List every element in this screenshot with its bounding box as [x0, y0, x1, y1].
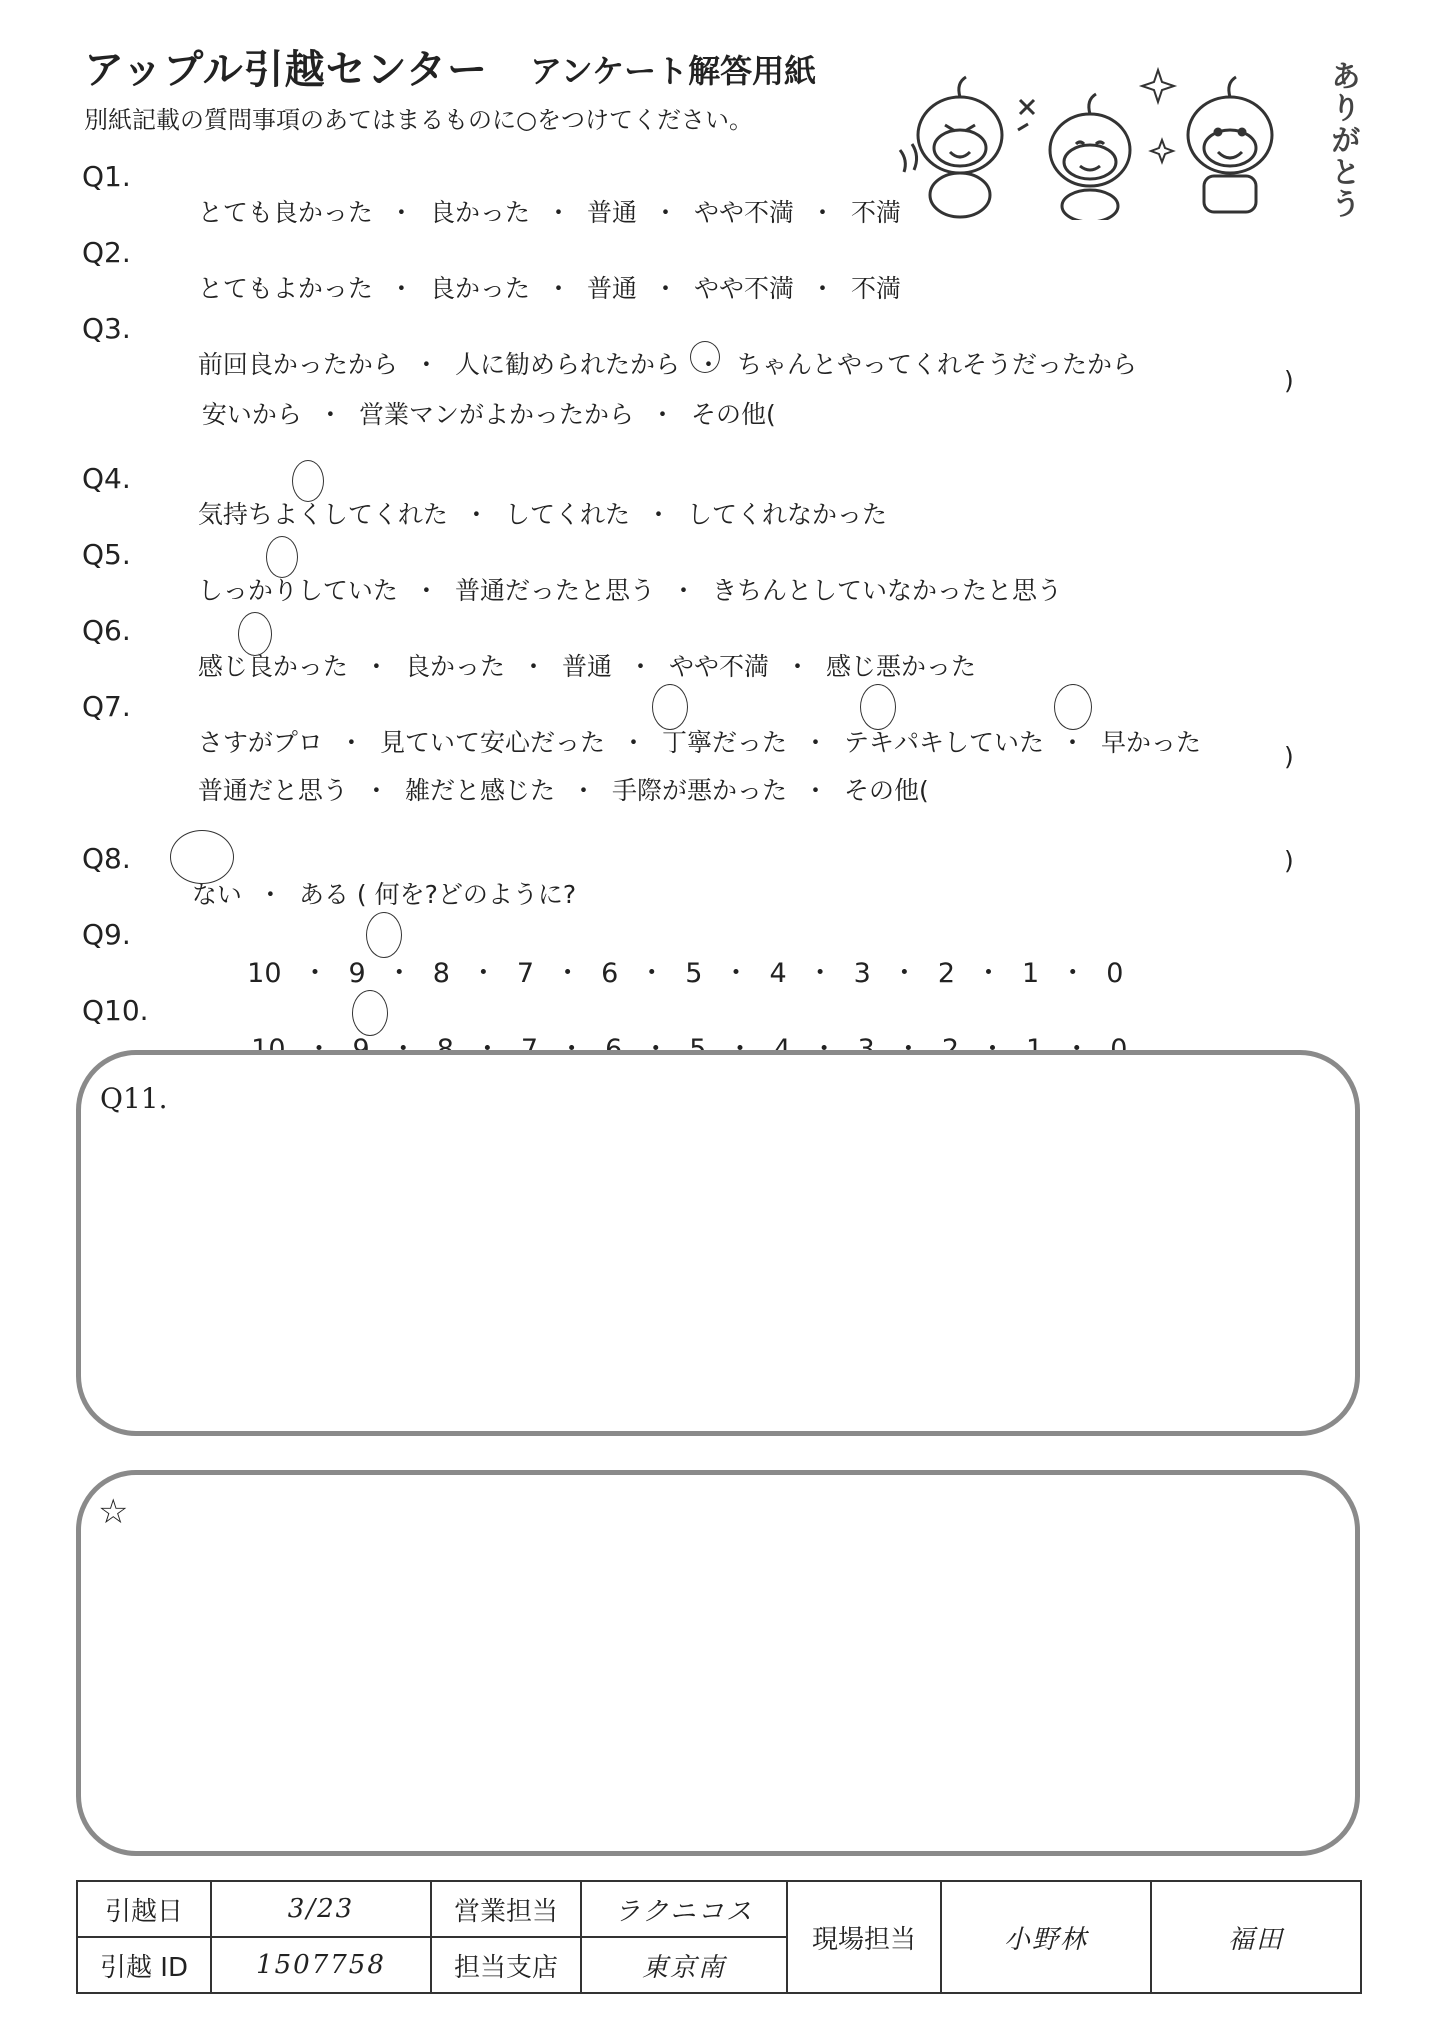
question-options-q3-line2: 安いから ・ 営業マンがよかったから ・ その他(	[186, 366, 776, 431]
question-options-q5: しっかりしていた ・ 普通だったと思う ・ きちんとしていなかったと思う	[182, 542, 1062, 607]
q11-label: Q11.	[100, 1082, 168, 1115]
option[interactable]: ちゃんとやってくれそうだったから	[736, 350, 1137, 379]
close-paren: )	[1284, 846, 1294, 875]
option[interactable]: その他(	[690, 400, 776, 429]
option[interactable]: 感じ悪かった	[826, 652, 977, 681]
question-options-q2: とてもよかった ・ 良かった ・ 普通 ・ やや不満 ・ 不満	[182, 240, 901, 305]
rating-value[interactable]: 7	[516, 958, 535, 989]
option[interactable]: 前回良かったから	[197, 350, 398, 379]
option[interactable]: 人に勧められたから	[454, 350, 680, 379]
option[interactable]: 不満	[851, 198, 902, 227]
option[interactable]: ある ( 何を?どのように?	[298, 880, 577, 909]
option[interactable]: 良かった	[429, 274, 530, 303]
field-staff-label: 現場担当	[787, 1881, 941, 1993]
option[interactable]: やや不満	[694, 198, 795, 227]
option[interactable]: 良かった	[429, 198, 530, 227]
question-options-q8: ない ・ ある ( 何を?どのように?	[176, 846, 576, 911]
instruction-text: 別紙記載の質問事項のあてはまるものに○をつけてください。	[84, 106, 753, 134]
option[interactable]: とても良かった	[197, 198, 373, 227]
option[interactable]: やや不満	[669, 652, 770, 681]
option[interactable]: 良かった	[404, 652, 505, 681]
question-options-q4: 気持ちよくしてくれた ・ してくれた ・ してくれなかった	[182, 466, 887, 531]
option-selected[interactable]: 感じ良かった	[197, 652, 348, 681]
option-selected[interactable]: テキパキしていた	[844, 728, 1045, 757]
question-label-q6: Q6.	[82, 614, 131, 647]
question-label-q2: Q2.	[82, 236, 131, 269]
question-options-q3-line1: 前回良かったから ・ 人に勧められたから ・ ちゃんとやってくれそうだったから	[182, 316, 1137, 381]
free-comment-box[interactable]	[76, 1470, 1360, 1856]
rating-value[interactable]: 6	[601, 958, 619, 989]
question-label-q3: Q3.	[82, 312, 131, 345]
option-selected[interactable]: 早かった	[1101, 728, 1202, 757]
option[interactable]: 営業マンがよかったから	[358, 400, 634, 429]
rating-value[interactable]: 9	[348, 958, 366, 989]
rating-value[interactable]: 5	[685, 958, 703, 989]
option[interactable]: してくれた	[504, 500, 630, 529]
move-date-label: 引越日	[77, 1881, 211, 1937]
rating-value[interactable]: 3	[853, 958, 871, 989]
move-date-value: 3/23	[211, 1881, 431, 1937]
move-id-value: 1507758	[211, 1937, 431, 1993]
question-options-q7-line2: 普通だと思う ・ 雑だと感じた ・ 手際が悪かった ・ その他(	[182, 742, 929, 807]
option[interactable]: さすがプロ	[197, 728, 323, 757]
option[interactable]: 雑だと感じた	[404, 776, 555, 805]
field-staff-2: 福田	[1151, 1881, 1361, 1993]
option[interactable]: 普通だったと思う	[454, 576, 655, 605]
move-info-table	[76, 1880, 1362, 1994]
question-label-q10: Q10.	[82, 994, 149, 1027]
sales-label: 営業担当	[431, 1881, 581, 1937]
rating-value[interactable]: 1	[1022, 958, 1040, 989]
rating-value[interactable]: 0	[1106, 958, 1124, 989]
option[interactable]: きちんとしていなかったと思う	[711, 576, 1062, 605]
field-staff-1: 小野林	[941, 1881, 1151, 1993]
option[interactable]: 手際が悪かった	[611, 776, 787, 805]
option[interactable]: 普通	[561, 652, 612, 681]
option-selected[interactable]: 丁寧だった	[661, 728, 787, 757]
move-id-label: 引越 ID	[77, 1937, 211, 1993]
thanks-text: ありがとう	[1325, 60, 1360, 220]
question-label-q1: Q1.	[82, 160, 131, 193]
branch-value: 東京南	[581, 1937, 787, 1993]
question-label-q8: Q8.	[82, 842, 131, 875]
option-selected[interactable]: 気持ちよくしてくれた	[197, 500, 448, 529]
rating-value[interactable]: 4	[769, 958, 787, 989]
close-paren: )	[1284, 366, 1294, 395]
rating-value-selected[interactable]: 8	[432, 958, 450, 989]
form-subtitle: アンケート解答用紙	[530, 52, 817, 90]
close-paren: )	[1284, 742, 1294, 771]
option[interactable]: やや不満	[694, 274, 795, 303]
question-options-q7-line1: さすがプロ ・ 見ていて安心だった ・ 丁寧だった ・ テキパキしていた ・ 早かった	[182, 694, 1201, 759]
option[interactable]: とてもよかった	[197, 274, 373, 303]
option-selected[interactable]: ない	[191, 880, 242, 909]
question-label-q7: Q7.	[82, 690, 131, 723]
brand-title: アップル引越センター	[84, 47, 488, 93]
question-options-q6: 感じ良かった ・ 良かった ・ 普通 ・ やや不満 ・ 感じ悪かった	[182, 618, 976, 683]
rating-scale-q9: 10 ・ 9 ・ 8 ・ 7 ・ 6 ・ 5 ・ 4 ・ 3 ・ 2 ・ 1 ・ 0	[247, 958, 1124, 989]
option[interactable]: 普通	[586, 274, 637, 303]
q11-comment-box[interactable]	[76, 1050, 1360, 1436]
star-icon: ☆	[98, 1492, 129, 1532]
option[interactable]: 普通	[586, 198, 637, 227]
question-options-q1: とても良かった ・ 良かった ・ 普通 ・ やや不満 ・ 不満	[182, 164, 901, 229]
option[interactable]: してくれなかった	[686, 500, 887, 529]
option[interactable]: 安いから	[201, 400, 302, 429]
rating-value[interactable]: 10	[247, 958, 282, 989]
question-label-q5: Q5.	[82, 538, 131, 571]
rating-value[interactable]: 2	[937, 958, 956, 989]
question-label-q9: Q9.	[82, 918, 131, 951]
sales-value: ラクニコス	[581, 1881, 787, 1937]
option[interactable]: 不満	[851, 274, 902, 303]
monkey-mascots-illustration	[890, 40, 1350, 220]
question-label-q4: Q4.	[82, 462, 131, 495]
branch-label: 担当支店	[431, 1937, 581, 1993]
option[interactable]: 普通だと思う	[197, 776, 348, 805]
option[interactable]: その他(	[844, 776, 929, 805]
option-selected[interactable]: しっかりしていた	[197, 576, 398, 605]
option[interactable]: 見ていて安心だった	[379, 728, 605, 757]
